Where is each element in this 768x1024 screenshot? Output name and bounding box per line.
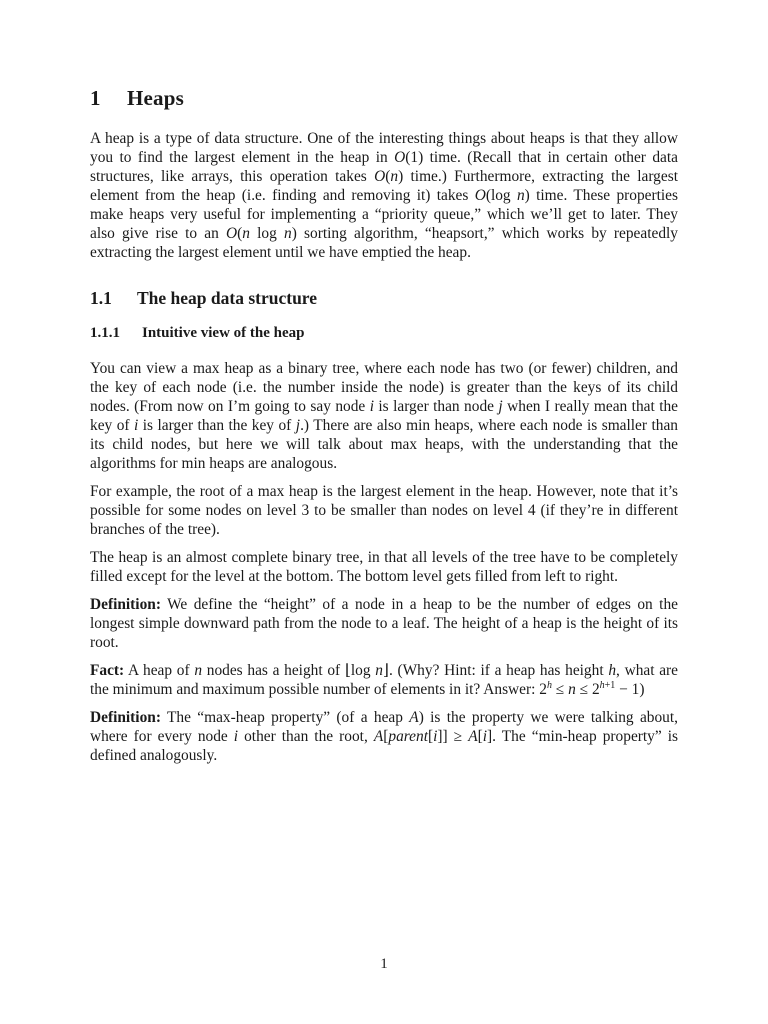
section-number: 1 <box>90 86 101 110</box>
subsection-title: The heap data structure <box>137 288 318 308</box>
page-number: 1 <box>380 956 388 972</box>
text-run: time.) Furthermore, extracting the largest element from the heap (i.e. finding and removing it) takes <box>90 168 678 204</box>
math: n <box>516 187 525 204</box>
math: ( <box>385 168 391 185</box>
math: j <box>498 398 503 415</box>
math: n <box>242 225 250 242</box>
paragraph-binary-tree <box>90 359 678 473</box>
section-title: Heaps <box>127 86 185 110</box>
text-run: ≤ <box>551 681 569 698</box>
math: i <box>369 398 374 415</box>
math: ) <box>524 187 530 204</box>
text-run: ) is the property we were talking about, where for every node <box>90 709 679 745</box>
math: [ <box>477 728 483 745</box>
math: A <box>373 728 384 745</box>
text-run: time. (Recall that in certain other data structures, like arrays, this operation takes <box>90 149 678 185</box>
text-run: − 1) <box>615 681 645 698</box>
text-run: ⌋. (Why? Hint: if a heap has height <box>382 662 609 679</box>
text-run: ≤ 2 <box>575 681 600 698</box>
math: i <box>133 417 139 434</box>
math: [ <box>428 728 434 745</box>
text-run: nodes has a height of ⌊log <box>202 662 376 679</box>
math: O <box>225 225 238 242</box>
text-run: is larger than the key of <box>138 417 296 434</box>
math: h <box>546 680 552 691</box>
subsubsection-number: 1.1.1 <box>90 325 120 341</box>
math: A <box>468 728 478 745</box>
subsubsection-heading <box>90 325 678 342</box>
math: i <box>233 728 239 745</box>
math: log <box>249 225 284 242</box>
text-run: The “max-heap property” (of a heap <box>160 709 410 726</box>
math: n <box>568 681 576 698</box>
text-run: . The “min-heap property” is defined analogously. <box>90 728 679 764</box>
text-run: time. These properties make heaps very useful for implementing a “priority queue,” which we’ll get to later. They also give rise to an <box>90 187 678 242</box>
subsubsection-title: Intuitive view of the heap <box>142 325 305 341</box>
math: n <box>390 168 399 185</box>
math: n <box>375 662 383 679</box>
math: i <box>482 728 488 745</box>
text-run: sorting algorithm, “heapsort,” which works by repeatedly extracting the largest element until we have emptied the heap. <box>90 225 678 261</box>
math: (1) <box>405 149 424 166</box>
math: A <box>409 709 419 726</box>
text-run: other than the root, <box>238 728 374 745</box>
math: i <box>433 728 438 745</box>
paragraph-example: For example, the root of a max heap is the largest element in the heap. However, note that it’s possible for some nodes on level 3 to be smaller than nodes on level 4 (if they’re in different branches of the tree). <box>90 483 678 538</box>
math: n <box>284 225 292 242</box>
text-run: A heap is a type of data structure. One of the interesting things about heaps is that they allow you to find the largest element in the heap in <box>90 130 678 166</box>
math: ) <box>398 168 404 185</box>
section-heading <box>90 86 678 111</box>
document-page <box>90 86 678 774</box>
math: h <box>599 680 605 691</box>
math: h <box>608 662 617 679</box>
math: ] <box>487 728 493 745</box>
math: ]] ≥ <box>437 728 469 745</box>
subsection-number: 1.1 <box>90 288 112 308</box>
text-run: is larger than node <box>373 398 499 415</box>
text-run: We define the “height” of a node in a heap to be the number of edges on the longest simple downward path from the node to a leaf. The height of a heap is the height of its root. <box>90 596 678 651</box>
definition-height <box>90 595 678 652</box>
text-run: You can view a max heap as a binary tree, where each node has two (or fewer) children, and the key of each node (i.e. the number inside the node) is greater than the keys of its child nodes. (From now on I’m going to say node <box>90 360 678 415</box>
math: (log <box>485 187 517 204</box>
definition-label: Definition: <box>90 596 161 613</box>
paragraph-complete-tree: The heap is an almost complete binary tree, in that all levels of the tree have to be completely filled except for the level at the bottom. The bottom level gets filled from left to right. <box>90 549 678 585</box>
text-run: .) There are also min heaps, where each node is smaller than its child nodes, but here we will talk about max heaps, with the understanding that the algorithms for min heaps are analogous. <box>90 417 678 472</box>
math: parent <box>388 728 428 745</box>
text-run: A heap of <box>124 662 195 679</box>
math: O <box>374 168 386 185</box>
intro-paragraph <box>90 129 678 262</box>
text-run: when I really mean that the key of <box>90 398 678 434</box>
text-run: , what are the minimum and maximum possible number of elements in it? Answer: 2 <box>90 662 678 698</box>
math: O <box>474 187 486 204</box>
math: n <box>194 662 203 679</box>
math: +1 <box>604 680 616 691</box>
definition-label: Definition: <box>90 709 161 726</box>
math: O <box>394 149 406 166</box>
subsection-heading <box>90 288 678 309</box>
math: j <box>295 417 301 434</box>
definition-max-heap-property <box>90 708 678 765</box>
math: ( <box>237 225 243 242</box>
fact-label: Fact: <box>90 662 125 679</box>
math: [ <box>383 728 389 745</box>
fact-height <box>90 661 678 699</box>
math: ) <box>291 225 297 242</box>
